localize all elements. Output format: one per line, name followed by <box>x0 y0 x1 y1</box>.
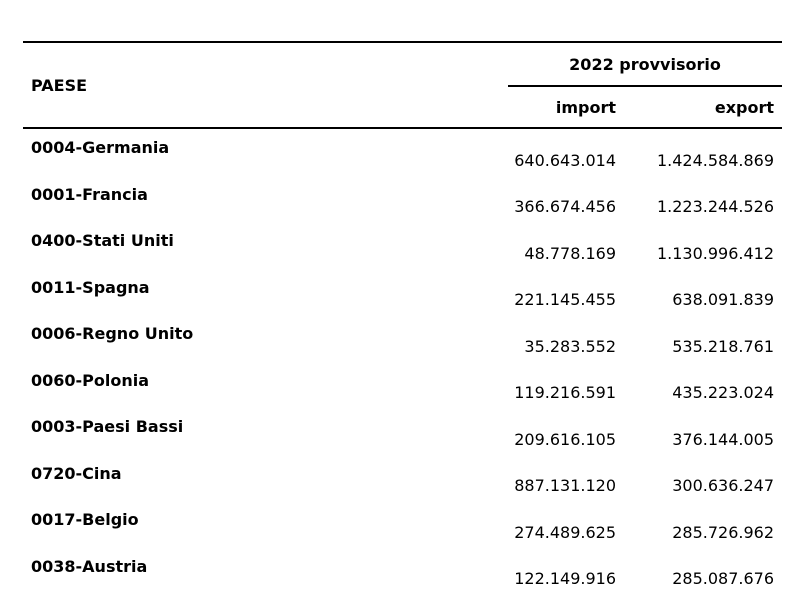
table-row <box>23 501 782 548</box>
import-cell: 274.489.625 <box>486 501 622 548</box>
table-row <box>23 408 782 455</box>
export-cell: 285.087.676 <box>622 548 782 594</box>
country-cell: 0017-Belgio <box>23 501 486 548</box>
table-row <box>23 176 782 223</box>
country-cell: 0003-Paesi Bassi <box>23 408 486 455</box>
import-cell: 35.283.552 <box>486 315 622 362</box>
table-row <box>23 315 782 362</box>
table-row <box>23 269 782 316</box>
import-cell: 366.674.456 <box>486 176 622 223</box>
country-cell: 0004-Germania <box>23 128 486 176</box>
export-column-header: export <box>622 87 782 128</box>
table-header <box>23 42 782 128</box>
export-cell: 285.726.962 <box>622 501 782 548</box>
export-cell: 376.144.005 <box>622 408 782 455</box>
import-cell: 48.778.169 <box>486 222 622 269</box>
import-cell: 887.131.120 <box>486 455 622 502</box>
country-cell: 0720-Cina <box>23 455 486 502</box>
header-row-top <box>23 42 782 87</box>
import-column-header: import <box>486 87 622 128</box>
export-cell: 535.218.761 <box>622 315 782 362</box>
country-cell: 0400-Stati Uniti <box>23 222 486 269</box>
export-cell: 1.424.584.869 <box>622 128 782 176</box>
table-row <box>23 128 782 176</box>
export-cell: 300.636.247 <box>622 455 782 502</box>
trade-table <box>23 41 782 594</box>
country-cell: 0001-Francia <box>23 176 486 223</box>
import-cell: 119.216.591 <box>486 362 622 409</box>
export-cell: 638.091.839 <box>622 269 782 316</box>
import-cell: 209.616.105 <box>486 408 622 455</box>
export-cell: 1.130.996.412 <box>622 222 782 269</box>
export-cell: 1.223.244.526 <box>622 176 782 223</box>
import-cell: 122.149.916 <box>486 548 622 594</box>
table-body <box>23 128 782 594</box>
period-header-cell <box>486 42 782 87</box>
import-cell: 640.643.014 <box>486 128 622 176</box>
table-row <box>23 362 782 409</box>
table-row <box>23 222 782 269</box>
period-header: 2022 provvisorio <box>508 45 782 87</box>
trade-table-container <box>23 41 782 594</box>
export-cell: 435.223.024 <box>622 362 782 409</box>
import-cell: 221.145.455 <box>486 269 622 316</box>
country-cell: 0060-Polonia <box>23 362 486 409</box>
country-cell: 0011-Spagna <box>23 269 486 316</box>
country-column-header: PAESE <box>23 42 486 128</box>
country-cell: 0038-Austria <box>23 548 486 594</box>
country-cell: 0006-Regno Unito <box>23 315 486 362</box>
table-row <box>23 455 782 502</box>
table-row <box>23 548 782 594</box>
